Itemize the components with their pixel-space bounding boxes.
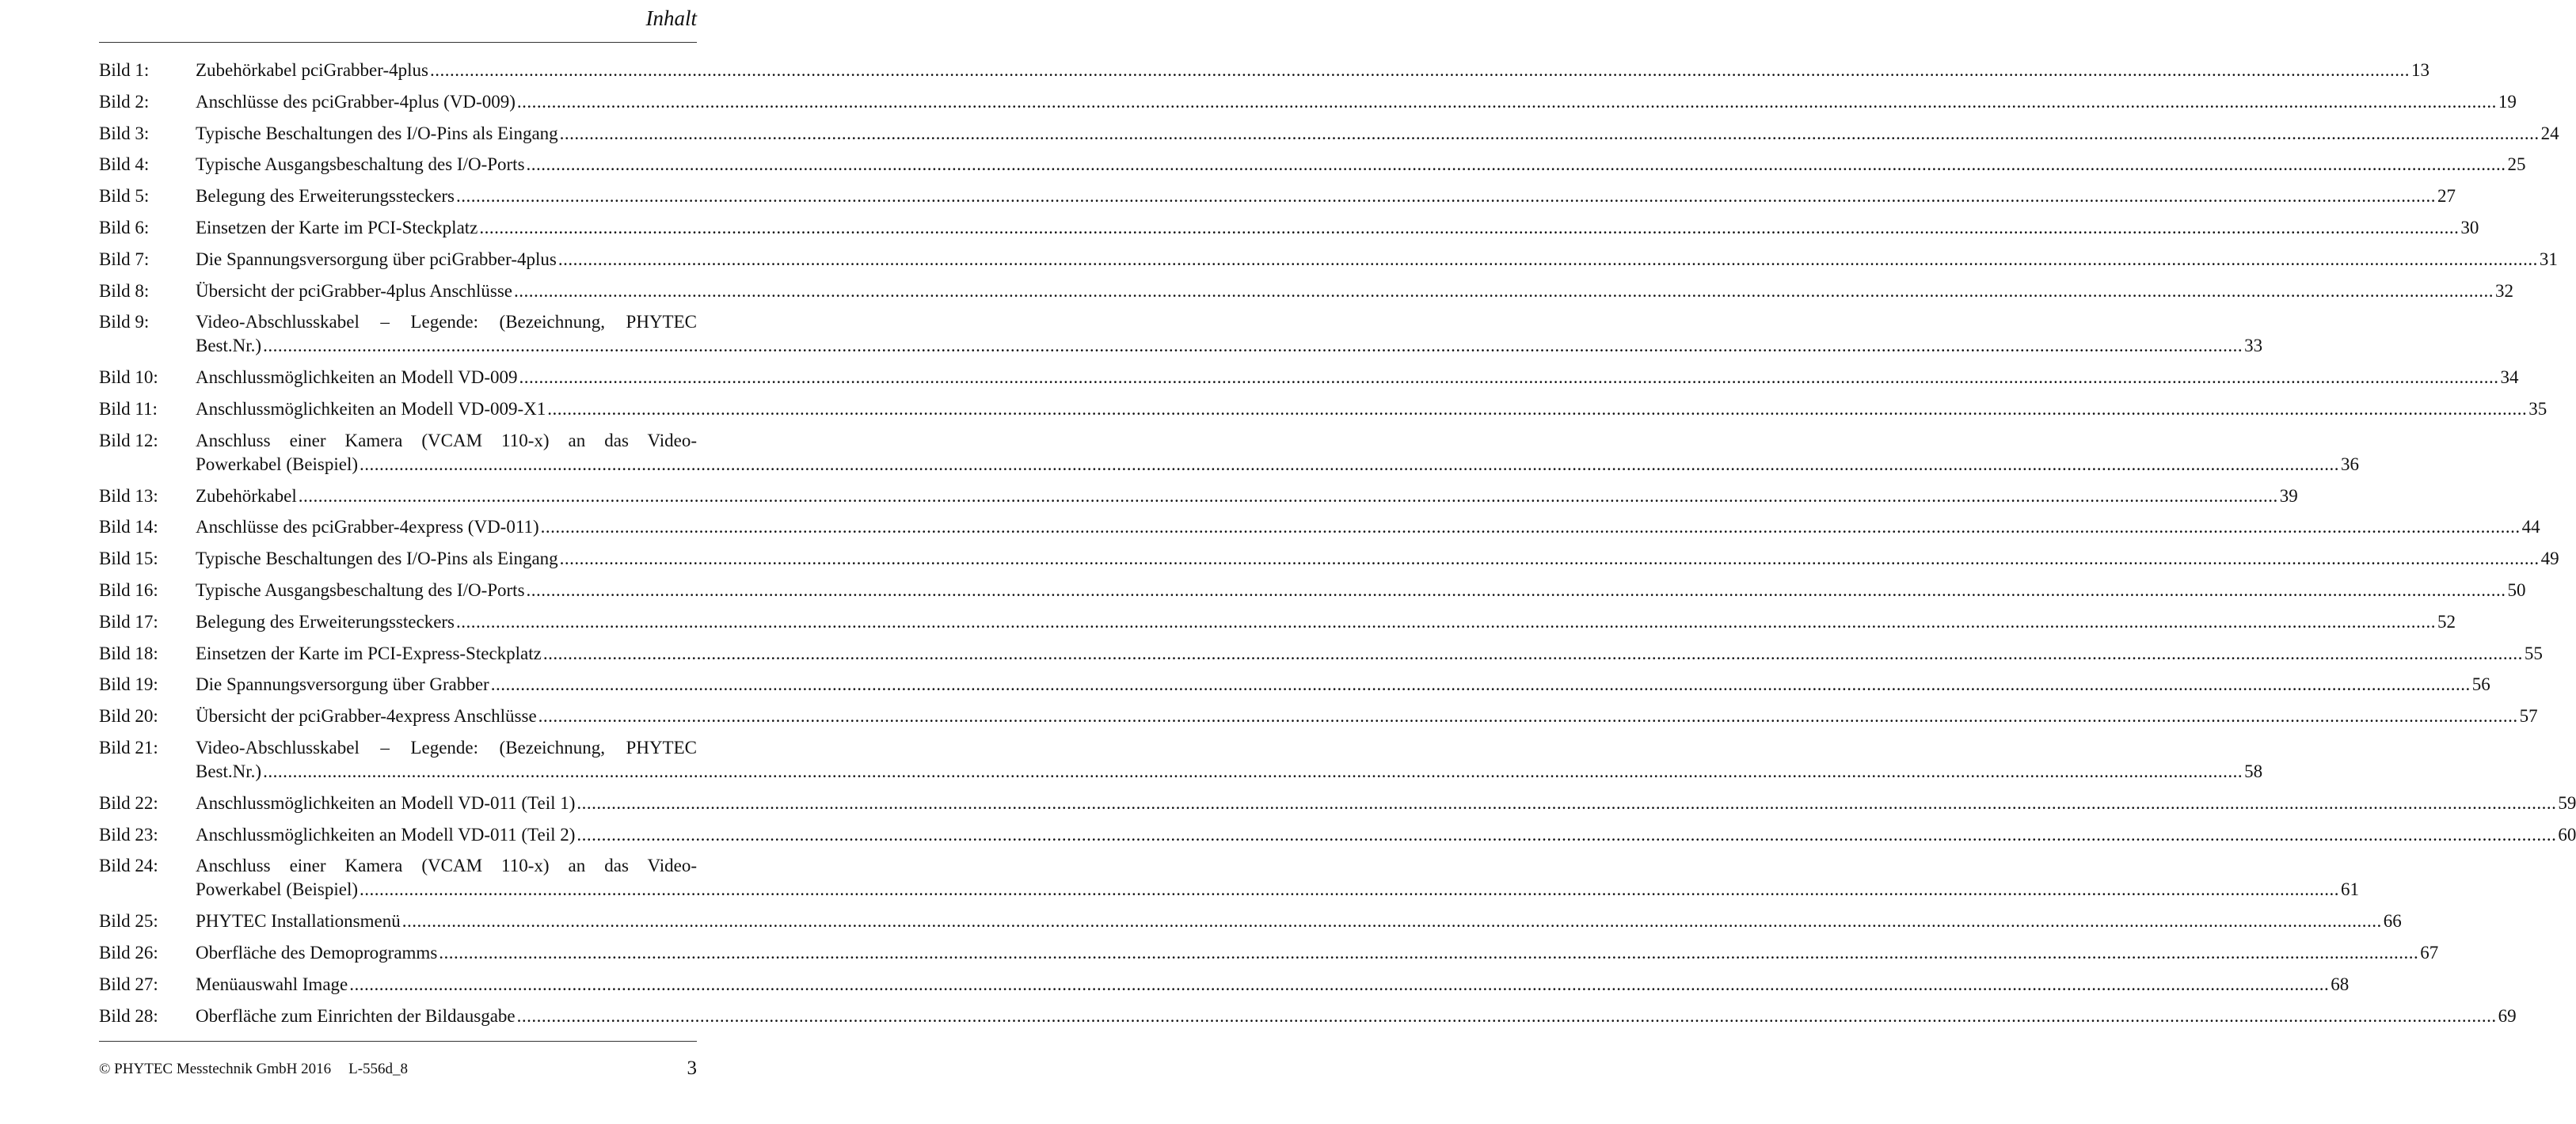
figure-title: Einsetzen der Karte im PCI-Express-Steckplatz bbox=[196, 643, 542, 663]
figure-page-number[interactable]: 35 bbox=[2528, 398, 2547, 419]
dot-leader: ................................................................................................................................................................................................................................................................................................................................................................................................................ bbox=[538, 706, 2518, 727]
figure-number: Bild 28: bbox=[99, 1005, 158, 1026]
figure-page-number[interactable]: 69 bbox=[2498, 1005, 2517, 1026]
figure-number: Bild 17: bbox=[99, 611, 158, 632]
figure-number: Bild 2: bbox=[99, 91, 150, 112]
footer-rule bbox=[99, 1041, 697, 1042]
figure-entry[interactable] bbox=[99, 515, 2540, 539]
dot-leader: ................................................................................................................................................................................................................................................................................................................................................................................................................ bbox=[479, 217, 2460, 237]
figure-page-number[interactable]: 67 bbox=[2420, 942, 2439, 963]
figure-number: Bild 6: bbox=[99, 217, 150, 237]
figure-title-line1: Anschluss einer Kamera (VCAM 110-x) an das Video- bbox=[196, 430, 697, 450]
figure-number: Bild 5: bbox=[99, 186, 150, 207]
figure-title: Menüauswahl Image bbox=[196, 974, 348, 994]
dot-leader: ................................................................................................................................................................................................................................................................................................................................................................................................................ bbox=[456, 186, 2437, 207]
figure-entry[interactable] bbox=[99, 310, 2263, 358]
dot-leader: ................................................................................................................................................................................................................................................................................................................................................................................................................ bbox=[456, 611, 2437, 632]
figure-page-number[interactable]: 27 bbox=[2437, 186, 2456, 207]
dot-leader: ................................................................................................................................................................................................................................................................................................................................................................................................................ bbox=[490, 674, 2471, 695]
figure-entry[interactable] bbox=[99, 909, 2402, 933]
figure-page-number[interactable]: 19 bbox=[2498, 91, 2517, 112]
figure-list bbox=[99, 59, 2576, 1035]
figure-page-number[interactable]: 24 bbox=[2540, 123, 2559, 143]
figure-number: Bild 27: bbox=[99, 974, 158, 994]
figure-number: Bild 20: bbox=[99, 706, 158, 727]
figure-number: Bild 11: bbox=[99, 398, 158, 419]
figure-number: Bild 23: bbox=[99, 824, 158, 845]
figure-entry[interactable] bbox=[99, 59, 2430, 82]
figure-title: Typische Ausgangsbeschaltung des I/O-Ports bbox=[196, 154, 525, 175]
figure-number: Bild 14: bbox=[99, 517, 158, 537]
dot-leader: ................................................................................................................................................................................................................................................................................................................................................................................................................ bbox=[349, 974, 2330, 994]
page-number: 3 bbox=[687, 1058, 697, 1079]
figure-number: Bild 12: bbox=[99, 430, 158, 450]
figure-title: Typische Beschaltungen des I/O-Pins als Eingang bbox=[196, 549, 558, 569]
dot-leader: ................................................................................................................................................................................................................................................................................................................................................................................................................ bbox=[559, 549, 2540, 569]
figure-entry[interactable] bbox=[99, 216, 2479, 240]
dot-leader: ................................................................................................................................................................................................................................................................................................................................................................................................................ bbox=[360, 879, 2340, 900]
figure-entry[interactable] bbox=[99, 973, 2350, 997]
figure-title: Die Spannungsversorgung über Grabber bbox=[196, 674, 489, 695]
dot-leader: ................................................................................................................................................................................................................................................................................................................................................................................................................ bbox=[519, 367, 2499, 388]
figure-page-number[interactable]: 50 bbox=[2507, 579, 2526, 600]
figure-page-number[interactable]: 13 bbox=[2410, 60, 2430, 80]
figure-entry[interactable] bbox=[99, 792, 2576, 815]
figure-entry[interactable] bbox=[99, 1004, 2517, 1028]
figure-number: Bild 10: bbox=[99, 367, 158, 388]
figure-title: Best.Nr.) bbox=[196, 336, 262, 356]
figure-page-number[interactable]: 58 bbox=[2244, 761, 2263, 781]
figure-number: Bild 21: bbox=[99, 737, 158, 758]
figure-title: Anschlussmöglichkeiten an Modell VD-011 (Teil 2) bbox=[196, 824, 576, 845]
figure-page-number[interactable]: 30 bbox=[2460, 217, 2479, 237]
figure-title: Oberfläche des Demoprogramms bbox=[196, 942, 438, 963]
figure-number: Bild 26: bbox=[99, 942, 158, 963]
figure-number: Bild 3: bbox=[99, 123, 150, 143]
figure-entry[interactable] bbox=[99, 673, 2490, 697]
figure-title: Best.Nr.) bbox=[196, 761, 262, 781]
figure-title: Anschlussmöglichkeiten an Modell VD-009-X1 bbox=[196, 398, 546, 419]
figure-number: Bild 22: bbox=[99, 792, 158, 813]
header-rule bbox=[99, 42, 697, 43]
figure-title-line1: Anschluss einer Kamera (VCAM 110-x) an das Video- bbox=[196, 856, 697, 876]
figure-page-number[interactable]: 32 bbox=[2495, 280, 2514, 301]
header-title: Inhalt bbox=[645, 6, 697, 30]
figure-entry[interactable] bbox=[99, 429, 2360, 477]
figure-number: Bild 7: bbox=[99, 249, 150, 269]
figure-title: Übersicht der pciGrabber-4plus Anschlüsse bbox=[196, 280, 513, 301]
figure-number: Bild 13: bbox=[99, 485, 158, 506]
dot-leader: ................................................................................................................................................................................................................................................................................................................................................................................................................ bbox=[547, 398, 2528, 419]
figure-entry[interactable] bbox=[99, 279, 2514, 303]
dot-leader: ................................................................................................................................................................................................................................................................................................................................................................................................................ bbox=[576, 824, 2557, 845]
document-id: L-556d_8 bbox=[348, 1061, 409, 1077]
figure-title: Zubehörkabel pciGrabber-4plus bbox=[196, 60, 428, 80]
figure-page-number[interactable]: 59 bbox=[2558, 792, 2576, 813]
figure-title: Belegung des Erweiterungssteckers bbox=[196, 611, 455, 632]
figure-title: Typische Beschaltungen des I/O-Pins als Eingang bbox=[196, 123, 558, 143]
dot-leader: ................................................................................................................................................................................................................................................................................................................................................................................................................ bbox=[360, 454, 2340, 474]
figure-number: Bild 24: bbox=[99, 856, 158, 876]
figure-number: Bild 4: bbox=[99, 154, 150, 175]
figure-entry[interactable] bbox=[99, 184, 2456, 208]
dot-leader: ................................................................................................................................................................................................................................................................................................................................................................................................................ bbox=[516, 1005, 2497, 1026]
figure-page-number[interactable]: 55 bbox=[2524, 643, 2543, 663]
figure-page-number[interactable]: 34 bbox=[2500, 367, 2519, 388]
figure-page-number[interactable]: 44 bbox=[2521, 517, 2540, 537]
figure-page-number[interactable]: 25 bbox=[2507, 154, 2526, 175]
figure-title-line1: Video-Abschlusskabel – Legende: (Bezeichnung, PHYTEC bbox=[196, 312, 697, 332]
dot-leader: ................................................................................................................................................................................................................................................................................................................................................................................................................ bbox=[540, 517, 2521, 537]
figure-page-number[interactable]: 66 bbox=[2383, 911, 2402, 932]
figure-entry[interactable] bbox=[99, 122, 2559, 146]
figure-title: Powerkabel (Beispiel) bbox=[196, 879, 359, 900]
figure-title: PHYTEC Installationsmenü bbox=[196, 911, 401, 932]
figure-title: Einsetzen der Karte im PCI-Steckplatz bbox=[196, 217, 478, 237]
figure-entry[interactable] bbox=[99, 941, 2439, 965]
figure-title: Die Spannungsversorgung über pciGrabber-4plus bbox=[196, 249, 557, 269]
figure-page-number[interactable]: 33 bbox=[2244, 336, 2263, 356]
figure-page-number[interactable]: 68 bbox=[2331, 974, 2350, 994]
dot-leader: ................................................................................................................................................................................................................................................................................................................................................................................................................ bbox=[516, 91, 2497, 112]
dot-leader: ................................................................................................................................................................................................................................................................................................................................................................................................................ bbox=[263, 761, 2243, 781]
figure-entry[interactable] bbox=[99, 153, 2526, 177]
figure-number: Bild 18: bbox=[99, 643, 158, 663]
dot-leader: ................................................................................................................................................................................................................................................................................................................................................................................................................ bbox=[526, 154, 2506, 175]
figure-title: Belegung des Erweiterungssteckers bbox=[196, 186, 455, 207]
dot-leader: ................................................................................................................................................................................................................................................................................................................................................................................................................ bbox=[576, 792, 2557, 813]
figure-title: Anschlussmöglichkeiten an Modell VD-009 bbox=[196, 367, 518, 388]
figure-number: Bild 1: bbox=[99, 60, 150, 80]
dot-leader: ................................................................................................................................................................................................................................................................................................................................................................................................................ bbox=[559, 123, 2540, 143]
figure-page-number[interactable]: 61 bbox=[2341, 879, 2360, 900]
figure-entry[interactable] bbox=[99, 248, 2558, 272]
figure-number: Bild 8: bbox=[99, 280, 150, 301]
figure-number: Bild 15: bbox=[99, 549, 158, 569]
dot-leader: ................................................................................................................................................................................................................................................................................................................................................................................................................ bbox=[514, 280, 2494, 301]
dot-leader: ................................................................................................................................................................................................................................................................................................................................................................................................................ bbox=[263, 336, 2243, 356]
figure-entry[interactable] bbox=[99, 854, 2360, 902]
dot-leader: ................................................................................................................................................................................................................................................................................................................................................................................................................ bbox=[298, 485, 2278, 506]
figure-entry[interactable] bbox=[99, 579, 2526, 602]
figure-page-number[interactable]: 49 bbox=[2540, 549, 2559, 569]
figure-title: Anschlussmöglichkeiten an Modell VD-011 (Teil 1) bbox=[196, 792, 576, 813]
figure-entry[interactable] bbox=[99, 366, 2519, 389]
dot-leader: ................................................................................................................................................................................................................................................................................................................................................................................................................ bbox=[542, 643, 2523, 663]
figure-entry[interactable] bbox=[99, 642, 2543, 666]
figure-title-line1: Video-Abschlusskabel – Legende: (Bezeichnung, PHYTEC bbox=[196, 737, 697, 758]
figure-page-number[interactable]: 60 bbox=[2558, 824, 2576, 845]
dot-leader: ................................................................................................................................................................................................................................................................................................................................................................................................................ bbox=[429, 60, 2410, 80]
figure-entry[interactable] bbox=[99, 610, 2456, 634]
figure-title: Zubehörkabel bbox=[196, 485, 297, 506]
figure-page-number[interactable]: 39 bbox=[2279, 485, 2298, 506]
dot-leader: ................................................................................................................................................................................................................................................................................................................................................................................................................ bbox=[439, 942, 2419, 963]
footer-copyright bbox=[99, 1061, 408, 1078]
figure-page-number[interactable]: 56 bbox=[2471, 674, 2490, 695]
figure-entry[interactable] bbox=[99, 823, 2576, 847]
figure-number: Bild 16: bbox=[99, 579, 158, 600]
dot-leader: ................................................................................................................................................................................................................................................................................................................................................................................................................ bbox=[526, 579, 2506, 600]
figure-entry[interactable] bbox=[99, 704, 2538, 728]
figure-title: Oberfläche zum Einrichten der Bildausgabe bbox=[196, 1005, 516, 1026]
dot-leader: ................................................................................................................................................................................................................................................................................................................................................................................................................ bbox=[557, 249, 2538, 269]
figure-title: Powerkabel (Beispiel) bbox=[196, 454, 359, 474]
figure-title: Typische Ausgangsbeschaltung des I/O-Ports bbox=[196, 579, 525, 600]
figure-entry[interactable] bbox=[99, 547, 2559, 571]
figure-title: Übersicht der pciGrabber-4express Anschlüsse bbox=[196, 706, 537, 727]
figure-number: Bild 9: bbox=[99, 312, 150, 332]
figure-title: Anschlüsse des pciGrabber-4express (VD-011) bbox=[196, 517, 539, 537]
figure-title: Anschlüsse des pciGrabber-4plus (VD-009) bbox=[196, 91, 516, 112]
figure-entry[interactable] bbox=[99, 397, 2547, 421]
figure-page-number[interactable]: 31 bbox=[2539, 249, 2558, 269]
figure-page-number[interactable]: 36 bbox=[2341, 454, 2360, 474]
dot-leader: ................................................................................................................................................................................................................................................................................................................................................................................................................ bbox=[401, 911, 2382, 932]
figure-page-number[interactable]: 52 bbox=[2437, 611, 2456, 632]
copyright-text: © PHYTEC Messtechnik GmbH 2016 bbox=[99, 1061, 332, 1077]
figure-page-number[interactable]: 57 bbox=[2519, 706, 2538, 727]
figure-entry[interactable] bbox=[99, 736, 2263, 784]
figure-entry[interactable] bbox=[99, 484, 2298, 508]
figure-number: Bild 25: bbox=[99, 911, 158, 932]
figure-entry[interactable] bbox=[99, 90, 2517, 114]
figure-number: Bild 19: bbox=[99, 674, 158, 695]
